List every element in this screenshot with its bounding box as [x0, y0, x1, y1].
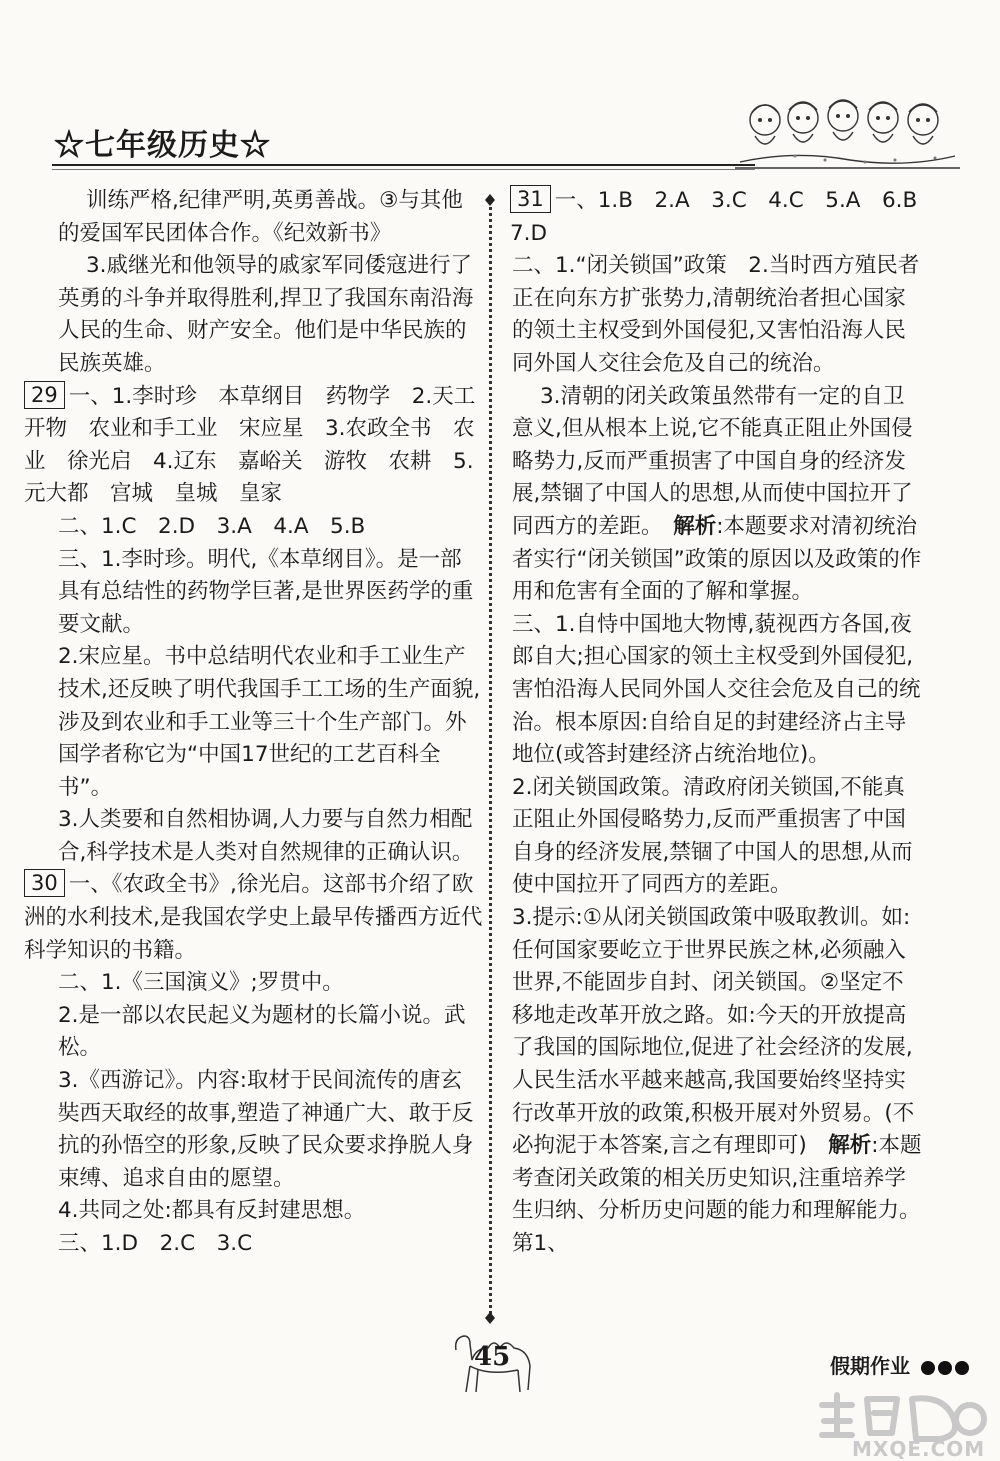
page-title: ☆七年级历史☆: [54, 128, 271, 163]
divider-diamond-marks: [482, 194, 498, 1324]
answer-paragraph: 二、1.《三国演义》;罗贯中。: [58, 970, 344, 996]
answer-text: 3.清朝的闭关政策虽然带有一定的自卫意义,但从根本上说,它不能真正阻止外国侵略势力,反而严重损害了中国自身的经济发展,禁锢了中国人的思想,从而使中国拉开了同西方的差距。: [512, 383, 913, 539]
watermark-url: MXQE.COM: [852, 1437, 986, 1461]
left-column: [24, 185, 483, 1261]
analysis-text: :本题要求对清初统治者实行“闭关锁国”政策的原因以及政策的作用和危害有全面的了解和掌握。: [512, 513, 922, 605]
answer-paragraph: 一、《农政全书》,徐光启。这部书介绍了欧洲的水利技术,是我国农学史上最早传播西方近代科学知识的书籍。: [24, 872, 483, 963]
analysis-text: :本题考查闭关政策的相关历史知识,注重培养学生归纳、分析历史问题的能力和理解能力。第1、: [512, 1133, 922, 1256]
answer-paragraph: 2.宋应星。书中总结明代农业和手工业生产技术,还反映了明代我国手工工场的生产面貌,涉及到农业和手工业等三十个生产部门。外国学者称它为“中国17世纪的工艺百科全书”。: [58, 644, 481, 800]
answer-paragraph: 一、1.B 2.A 3.C 4.C 5.A 6.B 7.D: [510, 188, 939, 246]
question-number-box: 29: [24, 381, 65, 409]
dot-decoration-icon: [921, 1356, 972, 1380]
analysis-label: 解析: [673, 513, 717, 539]
answer-paragraph: 4.共同之处:都具有反封建思想。: [58, 1198, 366, 1224]
answer-paragraph: 3.人类要和自然相协调,人力要与自然力相配合,科学技术是人类对自然规律的正确认识。: [58, 807, 474, 865]
answer-paragraph: [512, 902, 922, 1261]
answer-paragraph: 2.闭关锁国政策。清政府闭关锁国,不能真正阻止外国侵略势力,反而严重损害了中国自身的经济发展,禁锢了中国人的思想,从而使中国拉开了同西方的差距。: [512, 774, 913, 898]
cartoon-children-icon: [735, 90, 960, 170]
series-footer: [830, 1350, 972, 1380]
question-number-box: 31: [510, 185, 551, 213]
answer-paragraph: 二、1.C 2.D 3.A 4.A 5.B: [58, 513, 366, 539]
answer-paragraph: 训练严格,纪律严明,英勇善战。③与其他的爱国军民团体合作。《纪效新书》: [58, 188, 463, 246]
answer-text: 3.提示:①从闭关锁国政策中吸取教训。如:任何国家要屹立于世界民族之林,必须融入世界,不能固步自封、闭关锁国。②坚定不移地走改革开放之路。如:今天的开放提高了我国的国际地位,促进了社会经济的发展,人民生活水平越来越高,我国要始终坚持实行改革开放的政策,积极开展对外贸易。(不必拘泥于本答案,言之有理即可): [512, 905, 915, 1159]
answer-paragraph: 2.是一部以农民起义为题材的长篇小说。武松。: [58, 1002, 466, 1061]
page-header: [40, 108, 970, 178]
section-29: [24, 381, 483, 511]
analysis-label: 解析: [828, 1133, 872, 1159]
right-column: [510, 185, 939, 1261]
header-rule: [52, 164, 755, 166]
question-number-box: 30: [24, 869, 65, 897]
answer-paragraph: 一、1.李时珍 本草纲目 药物学 2.天工开物 农业和手工业 宋应星 3.农政全书 农业 徐光启 4.辽东 嘉峪关 游牧 农耕 5.元大都 宫城 皇城 皇家: [24, 383, 476, 507]
section-31: [510, 185, 939, 250]
answer-paragraph: 3.《西游记》。内容:取材于民间流传的唐玄奘西天取经的故事,塑造了神通广大、敢于反抗的孙悟空的形象,反映了民众要求挣脱人身束缚、追求自由的愿望。: [58, 1068, 474, 1191]
answer-paragraph: 三、1.李时珍。明代,《本草纲目》。是一部具有总结性的药物学巨著,是世界医药学的重要文献。: [58, 546, 474, 637]
header-rule-thin: [52, 169, 755, 170]
answer-paragraph: 三、1.D 2.C 3.C: [58, 1231, 253, 1256]
page-number: 45: [474, 1342, 511, 1372]
series-label: 假期作业: [830, 1354, 910, 1378]
answer-paragraph: 三、1.自恃中国地大物博,藐视西方各国,夜郎自大;担心国家的领土主权受到外国侵犯,害怕沿海人民同外国人交往会危及自己的统治。根本原因:自给自足的封建经济占主导地位(或答封建经济占统治地位)。: [512, 611, 921, 768]
section-30: [24, 869, 483, 967]
answer-paragraph: [512, 381, 922, 609]
answer-paragraph: 二、1.“闭关锁国”政策 2.当时西方殖民者正在向东方扩张势力,清朝统治者担心国家的领土主权受到外国侵犯,又害怕沿海人民同外国人交往会危及自己的统治。: [512, 253, 920, 376]
answer-paragraph: 3.戚继光和他领导的戚家军同倭寇进行了英勇的斗争并取得胜利,捍卫了我国东南沿海人民的生命、财产安全。他们是中华民族的民族英雄。: [58, 253, 474, 376]
